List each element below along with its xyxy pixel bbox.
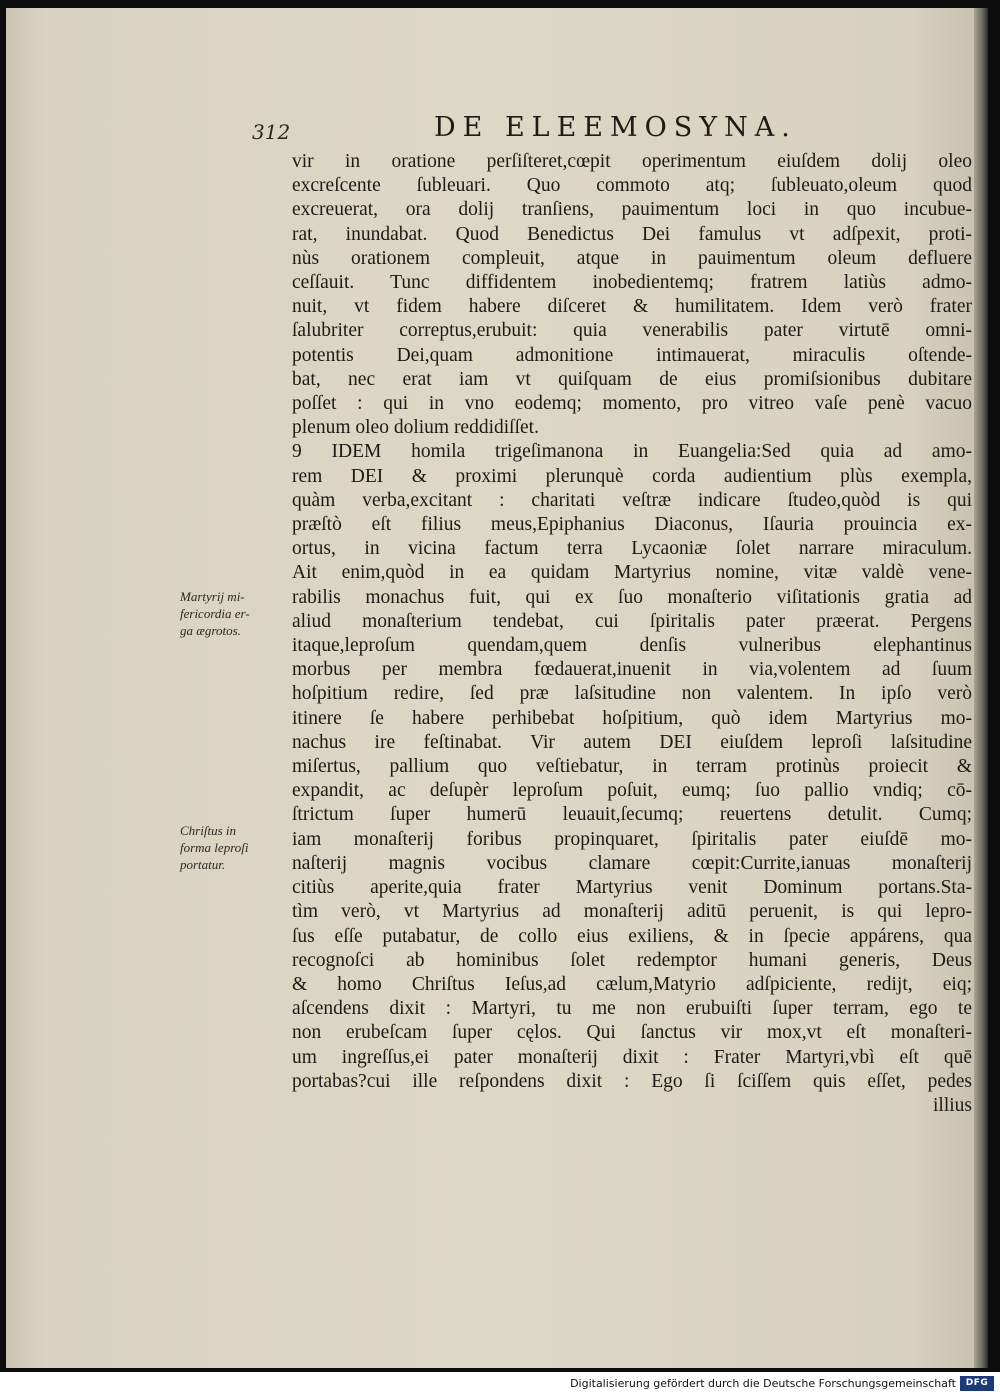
catchword: illius: [932, 1094, 972, 1116]
margin-note-line: ga ægrotos.: [180, 623, 241, 638]
margin-note: [180, 588, 292, 639]
page-number: 312: [252, 120, 291, 144]
text-line: hoſpitium redire, ſed præ laſsitudine non valentem. In ipſo verò: [292, 683, 972, 705]
text-line: morbus per membra fœdauerat,inuenit in via,volentem ad ſuum: [292, 659, 972, 681]
text-line: itaque,leproſum quendam,quem denſis vulneribus elephantinus: [292, 635, 972, 657]
page-edge-shadow: [974, 8, 988, 1368]
text-line: vir in oratione perſiſteret,cœpit operimentum eiuſdem dolij oleo: [292, 151, 972, 172]
dfg-logo: DFG: [960, 1376, 994, 1391]
margin-note-line: fericordia er-: [180, 606, 250, 621]
margin-note-line: forma leproſi: [180, 840, 249, 855]
text-line: portabas?cui ille reſpondens dixit : Ego ſi ſciſſem quis eſſet, pedes: [292, 1070, 972, 1092]
text-line: rabilis monachus fuit, qui ex ſuo monaſterio viſitationis gratia ad: [292, 586, 972, 608]
text-line: nùs orationem compleuit, atque in pauimentum oleum defluere: [292, 247, 972, 269]
text-line: & homo Chriſtus Ieſus,ad cælum,Matyrio adſpiciente, redijt, eiq;: [292, 973, 972, 995]
book-page: [6, 8, 988, 1368]
text-line: naſterij magnis vocibus clamare cœpit:Currite,ianuas monaſterij: [292, 852, 972, 874]
text-line: ſtrictum ſuper humerū leuauit,ſecumq; reuertens detulit. Cumq;: [292, 804, 972, 826]
text-line: excreuerat, ora dolij tranſiens, pauimentum loci in quo incubue-: [292, 199, 972, 221]
text-line: Ait enim,quòd in ea quidam Martyrius nomine, vitæ valdè vene-: [292, 562, 972, 584]
margin-note-line: portatur.: [180, 857, 226, 872]
text-line: rat, inundabat. Quod Benedictus Dei famulus vt adſpexit, proti-: [292, 223, 972, 245]
text-line: ſalubriter correptus,erubuit: quia venerabilis pater virtutē omni-: [292, 320, 972, 342]
text-line: poſſet : qui in vno eodemq; momento, pro vitreo vaſe penè vacuo: [292, 393, 972, 415]
text-line: um ingreſſus,ei pater monaſterij dixit : Frater Martyri,vbì eſt quē: [292, 1046, 972, 1068]
text-line: ſus eſſe putabatur, de collo eius exiliens, & in ſpecie appárens, qua: [292, 925, 972, 947]
funding-credit: Digitalisierung gefördert durch die Deutsche Forschungsgemeinschaft: [570, 1377, 956, 1390]
text-line: plenum oleo dolium reddidiſſet.: [292, 417, 539, 439]
text-line: excreſcente ſubleuari. Quo commoto atq; ſubleuato,oleum quod: [292, 175, 972, 197]
margin-note: [180, 822, 292, 873]
text-line: non erubeſcam ſuper cęlos. Qui ſanctus vir mox,vt eſt monaſteri-: [292, 1022, 972, 1044]
running-head: [6, 112, 988, 148]
text-line: expandit, ac deſupèr leproſum poſuit, eumq; ſuo pallio vndiq; cō-: [292, 780, 972, 802]
margin-note-line: Chriſtus in: [180, 823, 236, 838]
text-line: ortus, in vicina factum terra Lycaoniæ ſolet narrare miraculum.: [292, 538, 972, 560]
text-line: quàm verba,excitant : charitati veſtræ indicare ſtudeo,quòd is qui: [292, 489, 972, 511]
text-line: itinere ſe habere perhibebat hoſpitium, quò idem Martyrius mo-: [292, 707, 972, 729]
text-line: aſcendens dixit : Martyri, tu me non erubuiſti ſuper terram, ego te: [292, 998, 972, 1020]
text-line: tìm verò, vt Martyrius ad monaſterij aditū peruenit, is qui lepro-: [292, 901, 972, 923]
margin-note-line: Martyrij mi-: [180, 589, 245, 604]
text-line: nuit, vt fidem habere diſceret & humilitatem. Idem verò frater: [292, 296, 972, 318]
text-line: recognoſci ab hominibus ſolet redemptor humani generis, Deus: [292, 949, 972, 971]
text-line: citiùs aperite,quia frater Martyrius venit Dominum portans.Sta-: [292, 877, 972, 899]
text-line: bat, nec erat iam vt quiſquam de eius promiſsionibus dubitare: [292, 368, 972, 390]
text-line: aliud monaſterium tendebat, cui ſpiritalis pater præerat. Pergens: [292, 610, 972, 632]
page-title: DE ELEEMOSYNA.: [434, 112, 797, 143]
footer-bar: [0, 1372, 1000, 1396]
body-text: [292, 150, 972, 1118]
text-line: 9 IDEM homila trigeſimanona in Euangelia:Sed quia ad amo-: [292, 441, 972, 463]
text-line: miſertus, pallium quo veſtiebatur, in terram protinùs proiecit &: [292, 756, 972, 778]
text-line: potentis Dei,quam admonitione intimauerat, miraculis oſtende-: [292, 344, 972, 366]
text-line: ceſſauit. Tunc diffidentem inobedientemq; fratrem latiùs admo-: [292, 272, 972, 294]
text-line: præſtò eſt filius meus,Epiphanius Diaconus, Iſauria prouincia ex-: [292, 514, 972, 536]
text-line: nachus ire feſtinabat. Vir autem DEI eiuſdem leproſi laſsitudine: [292, 731, 972, 753]
text-line: iam monaſterij foribus propinquaret, ſpiritalis pater eiuſdē mo-: [292, 828, 972, 850]
text-line: rem DEI & proximi plerunquè corda audientium plùs exempla,: [292, 465, 972, 487]
